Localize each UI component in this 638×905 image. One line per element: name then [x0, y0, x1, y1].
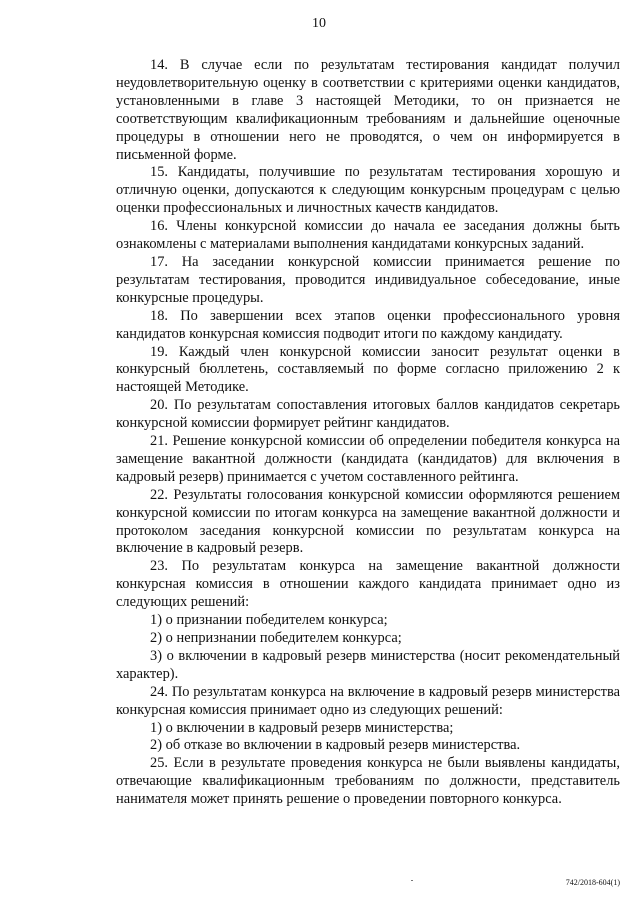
- paragraph-19: 19. Каждый член конкурсной комиссии заносит результат оценки в конкурсный бюллетень, составляемый по форме согласно приложению 2 к настоящей Методике.: [116, 343, 620, 396]
- paragraph-18: 18. По завершении всех этапов оценки профессионального уровня кандидатов конкурсная комиссия подводит итоги по каждому кандидату.: [116, 307, 620, 342]
- paragraph-22: 22. Результаты голосования конкурсной комиссии оформляются решением конкурсной комиссии по итогам конкурса на замещение вакантной должности и протоколом заседания конкурсной комиссии по результатам конкурса на включение в кадровый резерв.: [116, 486, 620, 557]
- list-item-23-1: 1) о признании победителем конкурса;: [150, 612, 388, 629]
- list-item-24-2: 2) об отказе во включении в кадровый резерв министерства.: [150, 737, 521, 754]
- list-item-23-2: 2) о непризнании победителем конкурса;: [150, 630, 402, 646]
- paragraph-24: 24. По результатам конкурса на включение в кадровый резерв министерства конкурсная комиссия принимает одно из следующих решений:: [116, 683, 620, 718]
- paragraph-16: 16. Члены конкурсной комиссии до начала ее заседания должны быть ознакомлены с материалами выполнения кандидатами конкурсных заданий.: [116, 218, 620, 253]
- paragraph-14: 14. В случае если по результатам тестирования кандидат получил неудовлетворительную оценку в соответствии с критериями оценки кандидатов, установленными в главе 3 настоящей Методики, то он признается не соответствующим квалификационным требованиям и дальнейшие оценочные процедуры в отношении него не проводятся, о чем он информируется в письменной форме.: [116, 57, 620, 163]
- paragraph-17: 17. На заседании конкурсной комиссии принимается решение по результатам тестирования, проводится индивидуальное собеседование, иные конкурсные процедуры.: [116, 253, 620, 306]
- list-item-24-1: 1) о включении в кадровый резерв министерства;: [150, 719, 454, 736]
- document-code: 742/2018-604(1): [565, 878, 620, 887]
- paragraph-15: 15. Кандидаты, получившие по результатам тестирования хорошую и отличную оценки, допускаются к следующим конкурсным процедурам с целью оценки профессиональных и личностных качеств кандидатов.: [116, 164, 620, 217]
- paragraph-21: 21. Решение конкурсной комиссии об определении победителя конкурса на замещение вакантной должности (кандидата (кандидатов) для включения в кадровый резерв) принимается с учетом составленного рейтинга.: [116, 433, 620, 485]
- paragraph-25: 25. Если в результате проведения конкурса не были выявлены кандидаты, отвечающие квалификационным требованиям по должности, представитель нанимателя может принять решение о проведении повторного конкурса.: [116, 755, 620, 808]
- document-body: [116, 57, 620, 809]
- scan-speck: [411, 880, 413, 881]
- list-item-23-3: 3) о включении в кадровый резерв министерства (носит рекомендательный характер).: [116, 647, 620, 682]
- page-number: 10: [312, 16, 326, 31]
- paragraph-23: 23. По результатам конкурса на замещение вакантной должности конкурсная комиссия в отношении каждого кандидата принимает одно из следующих решений:: [116, 558, 620, 611]
- paragraph-20: 20. По результатам сопоставления итоговых баллов кандидатов секретарь конкурсной комиссии формирует рейтинг кандидатов.: [116, 397, 620, 432]
